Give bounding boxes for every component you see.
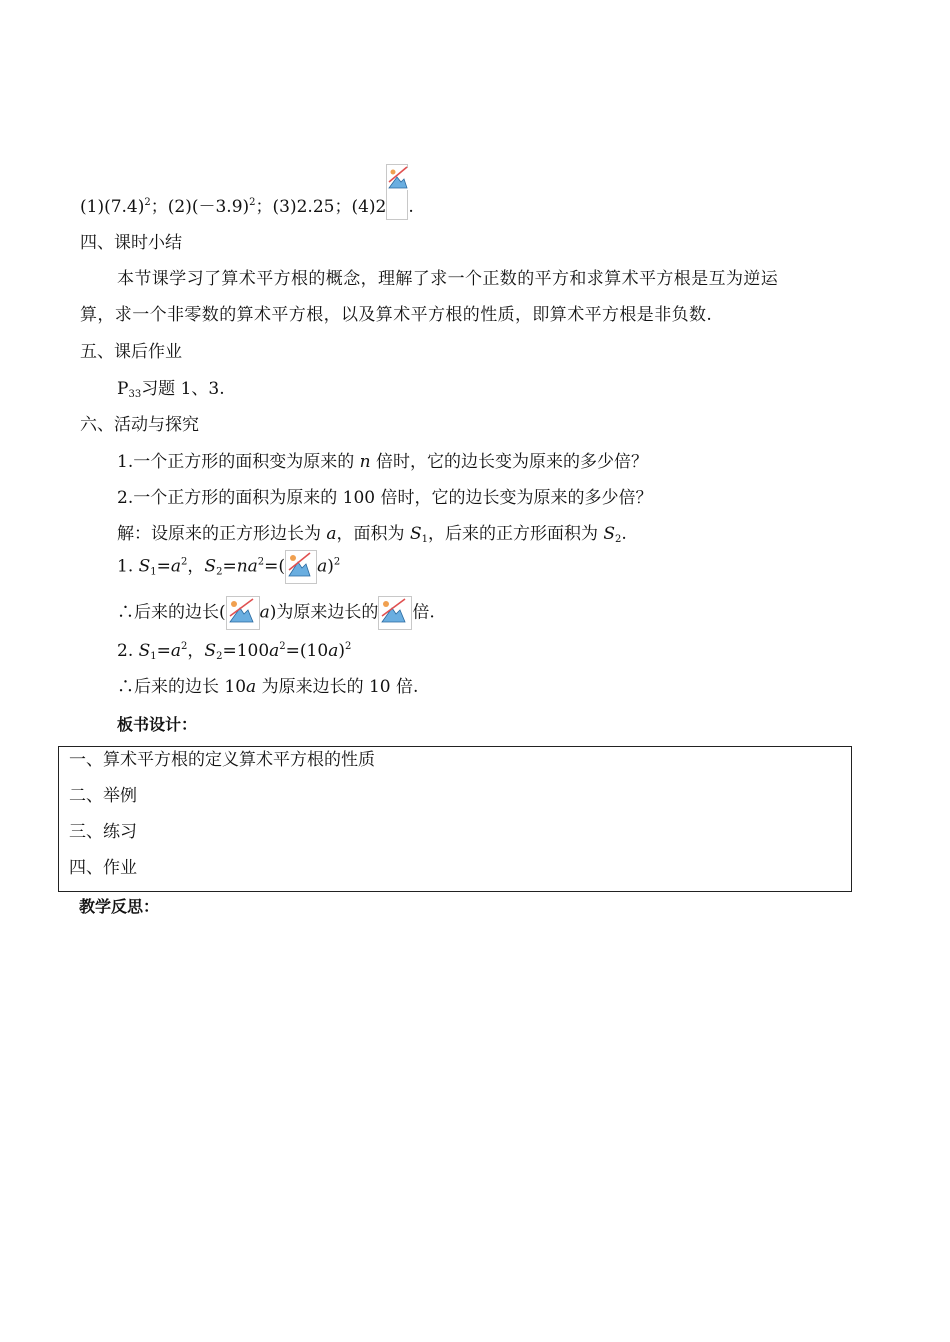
var-a: a	[170, 556, 182, 577]
board-row: 二、举例	[69, 786, 137, 806]
formula-line-2	[117, 640, 351, 662]
equals-paren: =(	[264, 556, 286, 577]
therefore-text: 倍.	[412, 602, 435, 623]
exponent: 2	[144, 197, 151, 208]
item-number: 1.	[117, 556, 139, 577]
board-design-title: 板书设计：	[117, 715, 198, 734]
question-2: 2.一个正方形的面积为原来的 100 倍时，它的边长变为原来的多少倍？	[117, 488, 653, 508]
section4-heading: 四、课时小结	[80, 233, 182, 253]
exponent: 2	[257, 556, 265, 568]
var-S: S	[204, 556, 217, 577]
board-row: 三、练习	[69, 822, 137, 842]
question-1	[117, 451, 648, 473]
subscript: 1	[150, 651, 157, 662]
broken-image-icon	[386, 164, 408, 220]
exponent: 2	[249, 197, 256, 208]
var-a: a	[317, 556, 328, 577]
equals: =	[222, 556, 237, 577]
broken-image-icon	[226, 596, 260, 630]
var-S: S	[138, 641, 151, 661]
section5-heading: 五、课后作业	[80, 342, 182, 362]
reflection-title: 教学反思：	[79, 897, 160, 916]
subscript: 2	[216, 566, 223, 578]
summary-line-1: 本节课学习了算术平方根的概念，理解了求一个正数的平方和求算术平方根是互为逆运	[117, 269, 779, 289]
var-S: S	[409, 524, 422, 544]
therefore-text: )为原来边长的	[269, 602, 379, 623]
therefore-line-2	[117, 676, 418, 698]
comma: ，	[187, 556, 205, 577]
solution-text: 解：设原来的正方形边长为	[117, 524, 327, 544]
therefore-text: 为原来边长的 10 倍.	[256, 677, 419, 697]
var-a: a	[246, 677, 257, 697]
solution-text: ，后来的正方形面积为	[427, 524, 604, 544]
period: .	[408, 197, 414, 217]
section6-heading: 六、活动与探究	[80, 415, 199, 435]
var-S: S	[204, 641, 217, 661]
exercise-3-4: ；(3)2.25；(4)2	[255, 197, 387, 217]
period: .	[621, 524, 627, 544]
var-a: a	[326, 524, 337, 544]
broken-image-icon	[285, 550, 317, 584]
summary-line-2: 算，求一个非零数的算术平方根，以及算术平方根的性质，即算术平方根是非负数.	[80, 305, 713, 325]
therefore-line-1	[117, 596, 435, 630]
solution-intro	[117, 523, 627, 545]
close-paren: )	[327, 556, 334, 577]
comma: ，	[187, 641, 205, 661]
var-S: S	[603, 524, 616, 544]
var-a: a	[259, 602, 270, 623]
exercise-line	[80, 164, 414, 220]
board-row: 一、算术平方根的定义算术平方根的性质	[69, 750, 375, 770]
exponent: 2	[344, 641, 352, 652]
broken-image-icon	[378, 596, 412, 630]
question-1-text-end: 倍时，它的边长变为原来的多少倍？	[370, 452, 648, 472]
var-a: a	[328, 641, 339, 661]
var-a: a	[269, 641, 280, 661]
exercise-1: (1)(7.4)	[80, 197, 145, 217]
homework-text: 习题 1、3.	[141, 379, 225, 399]
page-number: 33	[128, 389, 142, 400]
subscript: 1	[150, 566, 157, 578]
var-S: S	[138, 556, 151, 577]
therefore-text: ∴后来的边长(	[117, 602, 226, 623]
question-1-text: 1.一个正方形的面积变为原来的	[117, 452, 360, 472]
subscript: 2	[615, 534, 622, 545]
board-row: 四、作业	[69, 858, 137, 878]
formula-line-1	[117, 550, 340, 584]
exponent: 2	[279, 641, 286, 652]
exponent: 2	[181, 556, 188, 568]
var-a: a	[247, 556, 258, 577]
exponent: 2	[333, 556, 341, 568]
therefore-text: ∴后来的边长 10	[117, 677, 247, 697]
var-a: a	[170, 641, 182, 661]
equals: =	[156, 556, 171, 577]
equals: =	[156, 641, 171, 661]
close-paren: )	[338, 641, 345, 661]
var-n: n	[359, 452, 371, 472]
equals-paren: =(10	[285, 641, 329, 661]
board-design-box	[58, 746, 852, 892]
subscript: 2	[216, 651, 223, 662]
item-number: 2.	[117, 641, 139, 661]
solution-text: ，面积为	[336, 524, 410, 544]
exercise-2: ；(2)(－3.9)	[150, 197, 250, 217]
exponent: 2	[181, 641, 188, 652]
page-letter: P	[117, 379, 129, 399]
equals: =100	[222, 641, 270, 661]
subscript: 1	[421, 534, 428, 545]
var-n: n	[236, 556, 248, 577]
homework-line	[117, 378, 225, 400]
